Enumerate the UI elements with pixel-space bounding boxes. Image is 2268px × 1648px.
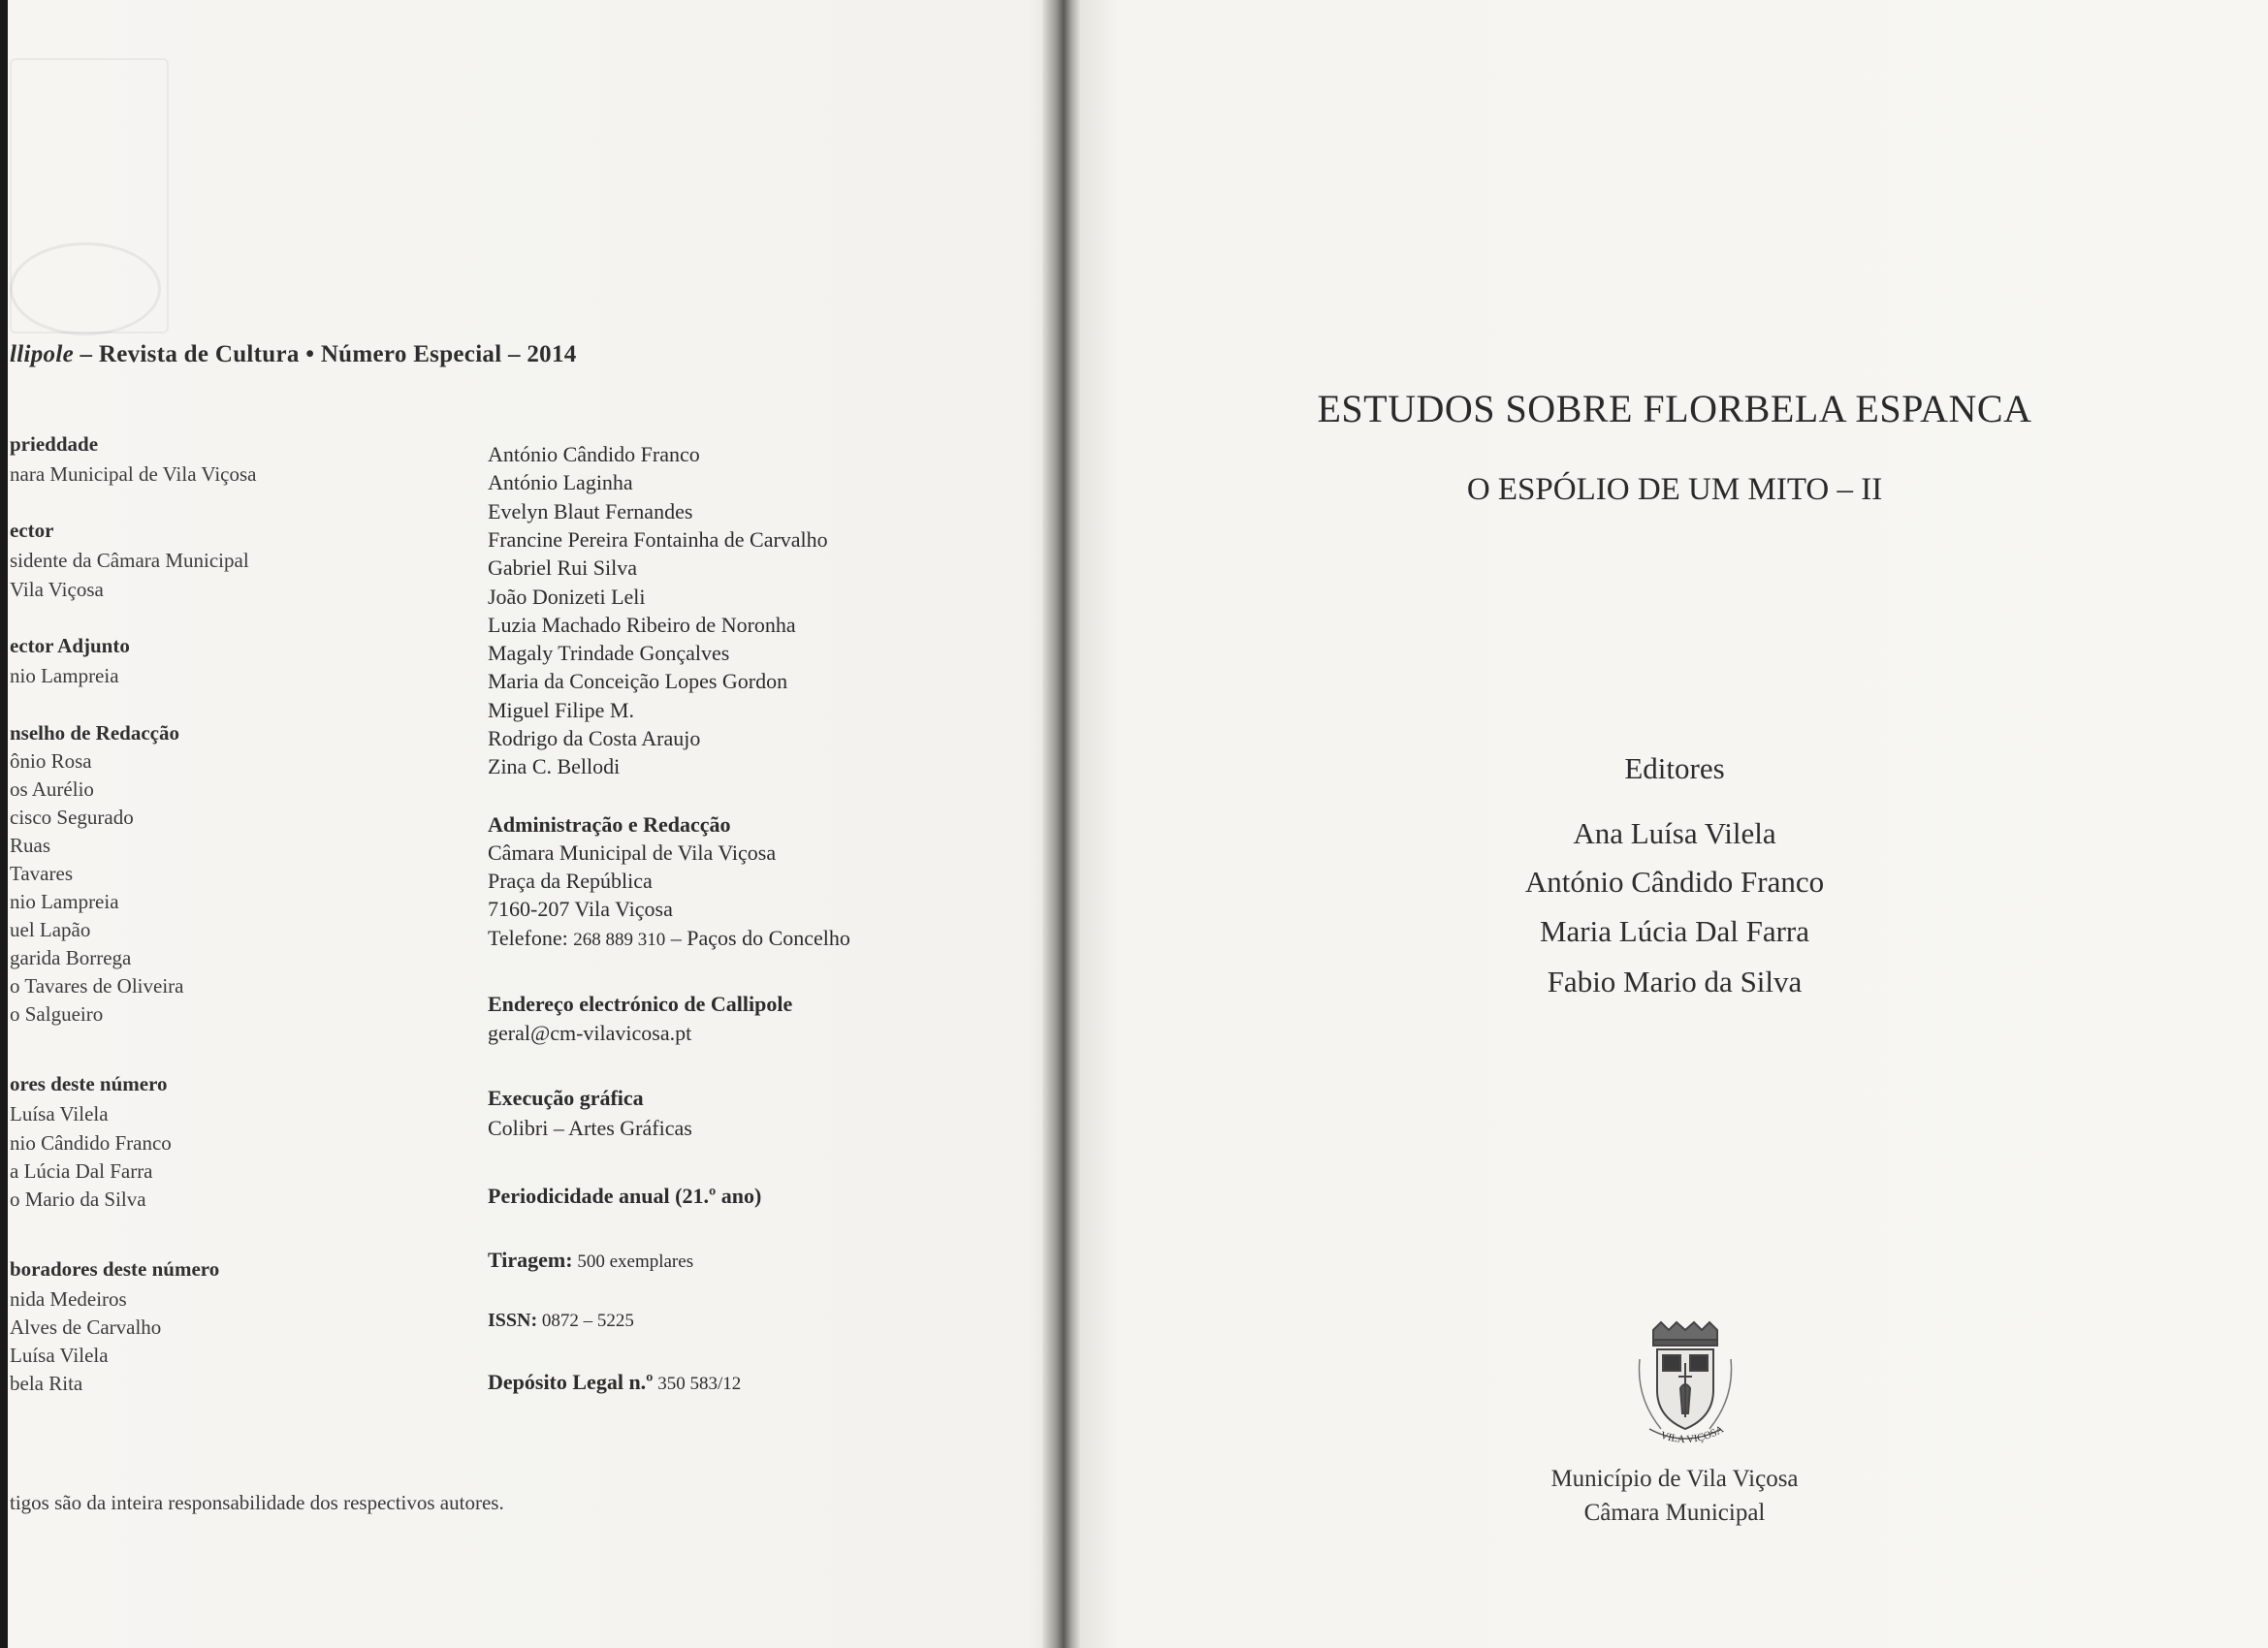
collaborator-name: Evelyn Blaut Fernandes [488,498,693,523]
staff-entry: Luísa Vilela [10,1344,109,1367]
collaborator-name: Gabriel Rui Silva [488,555,637,581]
journal-header [10,341,577,368]
print-run-value: 500 exemplares [572,1252,694,1272]
staff-entry: bela Rita [10,1372,83,1395]
staff-entry: o Salgueiro [10,1002,104,1026]
admin-title: Administração e Redacção [488,812,731,837]
section-heading: ores deste número [10,1072,168,1095]
collaborator-name: João Donizeti Leli [488,584,646,609]
admin-line-2: Praça da República [488,869,653,893]
municipal-crest-icon [1632,1320,1739,1456]
staff-entry: ônio Rosa [10,749,92,773]
section-heading: prieddade [10,432,99,456]
right-page [1081,0,2268,1648]
book-spine [1042,0,1081,1648]
staff-entry: o Tavares de Oliveira [10,974,184,998]
email-title: Endereço electrónico de Callipole [488,992,793,1016]
issn [488,1310,634,1332]
phone-label: Telefone: [488,926,574,950]
phone-value: 268 889 310 [573,930,666,950]
editor-name: Maria Lúcia Dal Farra [1539,914,1809,948]
staff-entry: Tavares [10,862,73,885]
staff-entry: os Aurélio [10,777,94,801]
collaborator-name: Magaly Trindade Gonçalves [488,641,730,666]
phone-rest: – Paços do Concelho [665,926,850,950]
section-heading: ector Adjunto [10,634,130,657]
staff-entry: cisco Segurado [10,806,134,829]
collaborator-name: Maria da Conceição Lopes Gordon [488,669,788,694]
graphic-title: Execução gráfica [488,1086,644,1110]
editors-label: Editores [1624,751,1725,785]
staff-entry: nio Lampreia [10,890,119,913]
staff-entry: nida Medeiros [10,1287,127,1311]
collaborator-name: António Cândido Franco [488,442,700,466]
collaborator-name: Zina C. Bellodi [488,754,621,779]
editor-name: António Cândido Franco [1524,865,1825,899]
staff-entry: sidente da Câmara Municipal [10,549,249,572]
journal-issue: – Revista de Cultura • Número Especial – 2014 [73,341,577,367]
staff-entry: Luísa Vilela [10,1102,109,1125]
staff-entry: garida Borrega [10,946,132,969]
issn-value: 0872 – 5225 [537,1311,634,1331]
publisher-line-2: Câmara Municipal [1583,1500,1766,1526]
staff-entry: uel Lapão [10,918,91,941]
periodicity: Periodicidade anual (21.º ano) [488,1184,762,1208]
section-heading: nselho de Redacção [10,721,179,745]
crest-label: VILA VIÇOSA [1658,1423,1726,1446]
admin-phone [488,926,850,951]
staff-entry: nara Municipal de Vila Viçosa [10,462,257,486]
print-run [488,1248,693,1273]
journal-name: llipole [10,341,74,367]
staff-entry: a Lúcia Dal Farra [10,1159,153,1183]
graphic-value: Colibri – Artes Gráficas [488,1116,692,1140]
legal-deposit-value: 350 583/12 [653,1374,742,1394]
staff-entry: nio Lampreia [10,664,119,687]
collaborator-name: Miguel Filipe M. [488,697,634,722]
issn-label: ISSN: [488,1310,538,1331]
book-subtitle: O ESPÓLIO DE UM MITO – II [1466,472,1883,507]
admin-line-3: 7160-207 Vila Viçosa [488,897,673,921]
admin-line-1: Câmara Municipal de Vila Viçosa [488,840,777,865]
editor-name: Fabio Mario da Silva [1547,965,1803,998]
publisher-line-1: Município de Vila Viçosa [1550,1466,1799,1492]
staff-entry: nio Cândido Franco [10,1131,172,1155]
left-page [0,0,1057,1648]
staff-entry: Ruas [10,834,50,857]
staff-entry: Vila Viçosa [10,578,104,601]
legal-deposit-label: Depósito Legal n.º [488,1370,654,1394]
book-title: ESTUDOS SOBRE FLORBELA ESPANCA [1317,387,2032,430]
collaborator-name: Rodrigo da Costa Araujo [488,726,701,750]
collaborator-name: António Laginha [488,470,633,495]
staff-entry: o Mario da Silva [10,1188,146,1211]
section-heading: ector [10,519,54,542]
section-heading: boradores deste número [10,1257,220,1281]
legal-deposit [488,1370,741,1395]
collaborator-name: Luzia Machado Ribeiro de Noronha [488,612,796,637]
faded-stamp-ring [10,242,161,335]
collaborator-name: Francine Pereira Fontainha de Carvalho [488,526,828,552]
email-value: geral@cm-vilavicosa.pt [488,1021,692,1045]
staff-entry: Alves de Carvalho [10,1315,162,1339]
editor-name: Ana Luísa Vilela [1573,816,1776,850]
print-run-label: Tiragem: [488,1248,573,1272]
responsibility-note: tigos são da inteira responsabilidade dos respectivos autores. [10,1491,504,1514]
